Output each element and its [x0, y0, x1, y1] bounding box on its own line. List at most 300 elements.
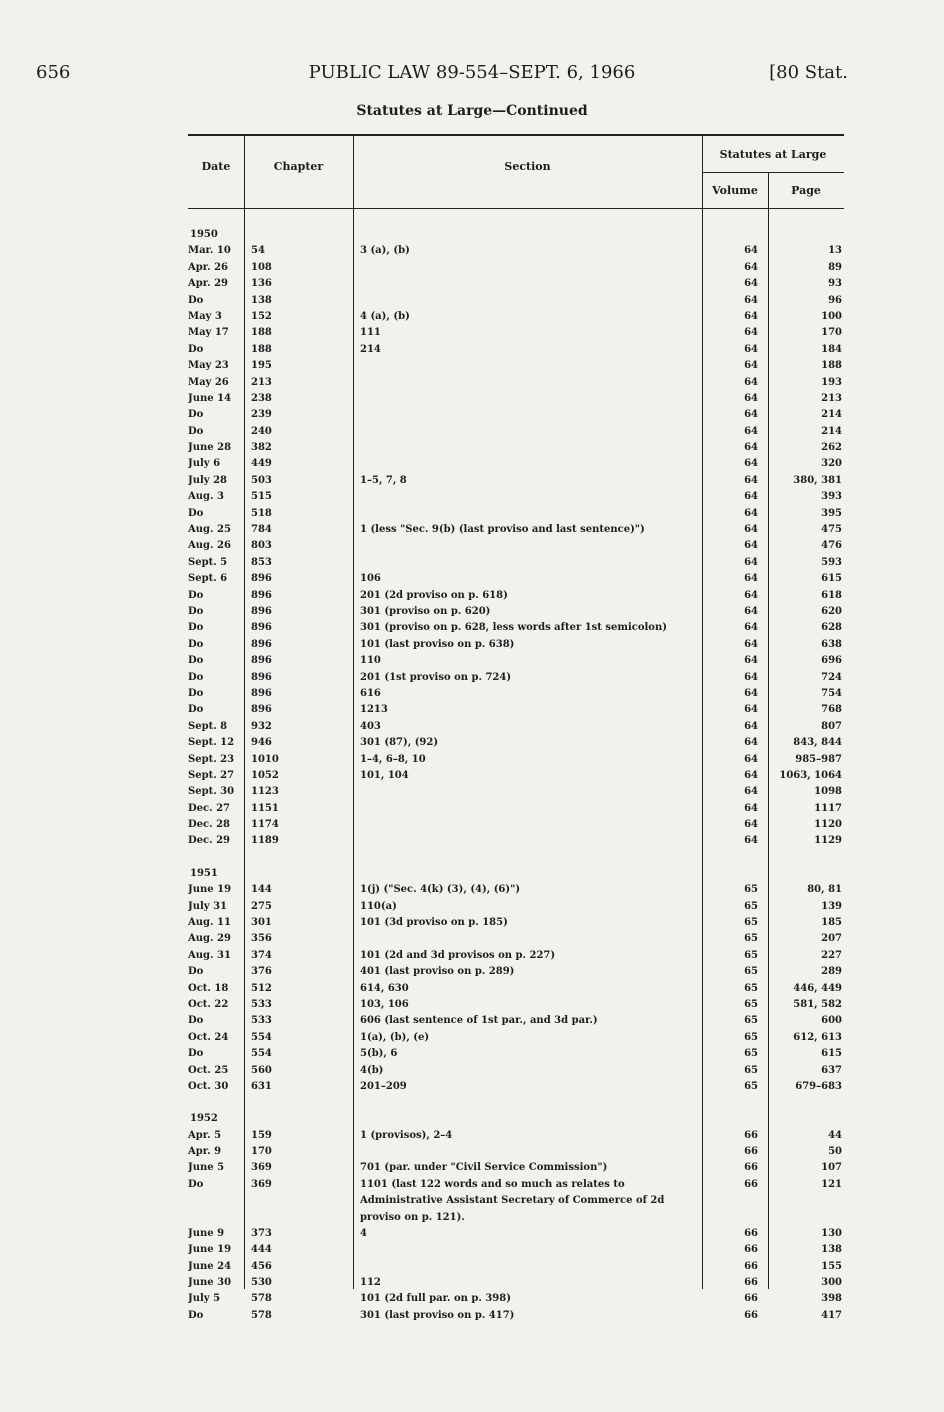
page-cell: 476 — [821, 540, 842, 552]
section-cell: 1 (less "Sec. 9(b) (last proviso and last sentence)") — [360, 524, 645, 536]
page-cell: 618 — [821, 589, 842, 601]
date-cell: July 6 — [188, 458, 221, 470]
table-row — [188, 522, 844, 538]
section-cell: 201 (1st proviso on p. 724) — [360, 671, 512, 683]
date-cell: June 19 — [188, 884, 232, 896]
date-cell: Do — [188, 1178, 204, 1190]
section-cell: 1101 (last 122 words and so much as relates to Administrative Assistant Secretary of Commerce of 2d proviso on p. 121). — [360, 1178, 665, 1223]
header-bottom-rule — [188, 208, 844, 209]
section-cell: 5(b), 6 — [360, 1048, 398, 1060]
chapter-cell: 896 — [251, 655, 272, 667]
date-cell: Oct. 30 — [188, 1080, 229, 1092]
table-row — [188, 1128, 844, 1144]
page-cell: 612, 613 — [793, 1031, 842, 1043]
page-number: 656 — [36, 62, 71, 83]
volume-cell: 64 — [744, 491, 758, 503]
table-row — [188, 653, 844, 669]
table-row — [188, 1275, 844, 1291]
chapter-cell: 188 — [251, 343, 272, 355]
chapter-cell: 449 — [251, 458, 272, 470]
date-cell: Oct. 24 — [188, 1031, 229, 1043]
table-row — [188, 1063, 844, 1079]
section-cell: 4(b) — [360, 1064, 384, 1076]
table-row — [188, 1160, 844, 1176]
column-header-date: Date — [201, 160, 231, 173]
chapter-cell: 512 — [251, 982, 272, 994]
table-row — [188, 588, 844, 604]
section-cell: 3 (a), (b) — [360, 245, 410, 257]
chapter-cell: 136 — [251, 278, 272, 290]
volume-cell: 65 — [744, 998, 758, 1010]
volume-cell: 64 — [744, 671, 758, 683]
date-cell: June 19 — [188, 1244, 232, 1256]
date-cell: Do — [188, 671, 204, 683]
page-cell: 155 — [821, 1260, 842, 1272]
date-cell: Dec. 27 — [188, 802, 231, 814]
table-row — [188, 506, 844, 522]
table-row — [188, 342, 844, 358]
chapter-cell: 374 — [251, 949, 272, 961]
volume-cell: 64 — [744, 245, 758, 257]
page-cell: 262 — [821, 442, 842, 454]
volume-cell: 64 — [744, 442, 758, 454]
date-cell: Aug. 11 — [188, 917, 231, 929]
table-row — [188, 1079, 844, 1095]
page-cell: 170 — [821, 327, 842, 339]
volume-cell: 66 — [744, 1244, 758, 1256]
table-row — [188, 1144, 844, 1160]
table-row — [188, 424, 844, 440]
section-cell: 606 (last sentence of 1st par., and 3d par.) — [360, 1015, 598, 1027]
volume-cell: 64 — [744, 753, 758, 765]
table-row — [188, 686, 844, 702]
page-cell: 138 — [821, 1244, 842, 1256]
year-heading: 1952 — [190, 1113, 218, 1125]
volume-cell: 64 — [744, 720, 758, 732]
volume-cell: 65 — [744, 1031, 758, 1043]
chapter-cell: 108 — [251, 261, 272, 273]
page-cell: 724 — [821, 671, 842, 683]
chapter-cell: 188 — [251, 327, 272, 339]
year-spacer — [188, 1095, 844, 1111]
page-cell: 44 — [828, 1129, 842, 1141]
table-row — [188, 1308, 844, 1324]
section-cell: 1(j) ("Sec. 4(k) (3), (4), (6)") — [360, 884, 521, 896]
table-row — [188, 833, 844, 849]
page-cell: 1129 — [814, 835, 842, 847]
date-cell: Sept. 12 — [188, 737, 235, 749]
table-row — [188, 981, 844, 997]
table-row — [188, 1226, 844, 1242]
section-cell: 301 (proviso on p. 628, less words after 1st semicolon) — [360, 622, 667, 634]
chapter-cell: 275 — [251, 900, 272, 912]
table-row — [188, 1046, 844, 1062]
volume-cell: 64 — [744, 425, 758, 437]
page-cell: 50 — [828, 1146, 842, 1158]
volume-cell: 66 — [744, 1129, 758, 1141]
volume-cell: 64 — [744, 638, 758, 650]
chapter-cell: 238 — [251, 392, 272, 404]
page-cell: 600 — [821, 1015, 842, 1027]
date-cell: May 17 — [188, 327, 229, 339]
date-cell: Aug. 26 — [188, 540, 231, 552]
page-cell: 843, 844 — [793, 737, 842, 749]
date-cell: Do — [188, 704, 204, 716]
page-cell: 80, 81 — [807, 884, 842, 896]
page-cell: 130 — [821, 1227, 842, 1239]
page-cell: 638 — [821, 638, 842, 650]
page-cell: 207 — [821, 933, 842, 945]
chapter-cell: 896 — [251, 589, 272, 601]
page-cell: 121 — [821, 1178, 842, 1190]
chapter-cell: 578 — [251, 1293, 272, 1305]
chapter-cell: 1052 — [251, 769, 279, 781]
volume-cell: 66 — [744, 1277, 758, 1289]
year-spacer — [188, 850, 844, 866]
table-row — [188, 752, 844, 768]
page-cell: 139 — [821, 900, 842, 912]
table-row — [188, 375, 844, 391]
date-cell: Dec. 28 — [188, 819, 231, 831]
date-cell: Mar. 10 — [188, 245, 231, 257]
chapter-cell: 159 — [251, 1129, 272, 1141]
chapter-cell: 784 — [251, 524, 272, 536]
page-cell: 184 — [821, 343, 842, 355]
page-cell: 446, 449 — [793, 982, 842, 994]
volume-cell: 64 — [744, 524, 758, 536]
date-cell: June 28 — [188, 442, 232, 454]
table-subtitle: Statutes at Large—Continued — [356, 103, 588, 119]
table-row — [188, 915, 844, 931]
date-cell: Oct. 18 — [188, 982, 229, 994]
page-cell: 581, 582 — [793, 998, 842, 1010]
date-cell: May 26 — [188, 376, 229, 388]
date-cell: Apr. 5 — [188, 1129, 222, 1141]
volume-cell: 64 — [744, 556, 758, 568]
date-cell: Do — [188, 638, 204, 650]
volume-cell: 64 — [744, 687, 758, 699]
chapter-cell: 896 — [251, 605, 272, 617]
table-row — [188, 391, 844, 407]
page-cell: 417 — [821, 1309, 842, 1321]
date-cell: Sept. 8 — [188, 720, 228, 732]
section-cell: 101 (last proviso on p. 638) — [360, 638, 515, 650]
page-cell: 213 — [821, 392, 842, 404]
page-cell: 214 — [821, 425, 842, 437]
table-row — [188, 1177, 844, 1226]
volume-cell: 65 — [744, 933, 758, 945]
date-cell: Sept. 30 — [188, 786, 235, 798]
page-cell: 395 — [821, 507, 842, 519]
table-row — [188, 817, 844, 833]
section-cell: 1(a), (b), (e) — [360, 1031, 430, 1043]
table-row — [188, 473, 844, 489]
table-row — [188, 997, 844, 1013]
date-cell: Aug. 25 — [188, 524, 231, 536]
date-cell: Do — [188, 605, 204, 617]
chapter-cell: 533 — [251, 1015, 272, 1027]
date-cell: Apr. 9 — [188, 1146, 222, 1158]
year-heading: 1950 — [190, 229, 218, 240]
stat-reference: [80 Stat. — [769, 62, 848, 83]
volume-cell: 64 — [744, 294, 758, 306]
volume-cell: 64 — [744, 573, 758, 585]
table-row — [188, 276, 844, 292]
table-row — [188, 293, 844, 309]
table-top-rule — [188, 134, 844, 136]
page-cell: 628 — [821, 622, 842, 634]
date-cell: May 23 — [188, 360, 229, 372]
chapter-cell: 1010 — [251, 753, 279, 765]
table-body — [188, 227, 844, 1324]
volume-cell: 65 — [744, 982, 758, 994]
volume-cell: 65 — [744, 949, 758, 961]
date-cell: Do — [188, 655, 204, 667]
column-header-volume: Volume — [712, 184, 758, 197]
date-cell: June 5 — [188, 1162, 225, 1174]
date-cell: Oct. 25 — [188, 1064, 229, 1076]
table-row — [188, 1291, 844, 1307]
volume-cell: 64 — [744, 819, 758, 831]
table-row — [188, 931, 844, 947]
table-row — [188, 440, 844, 456]
date-cell: Do — [188, 966, 204, 978]
section-cell: 301 (proviso on p. 620) — [360, 605, 491, 617]
chapter-cell: 896 — [251, 638, 272, 650]
page-cell: 100 — [821, 310, 842, 322]
chapter-cell: 518 — [251, 507, 272, 519]
chapter-cell: 1123 — [251, 786, 279, 798]
date-cell: Dec. 29 — [188, 835, 231, 847]
volume-cell: 64 — [744, 835, 758, 847]
volume-cell: 66 — [744, 1178, 758, 1190]
volume-cell: 66 — [744, 1293, 758, 1305]
volume-cell: 64 — [744, 458, 758, 470]
table-row — [188, 243, 844, 259]
chapter-cell: 54 — [251, 245, 265, 257]
section-cell: 101 (2d and 3d provisos on p. 227) — [360, 949, 556, 961]
table-row — [188, 964, 844, 980]
date-cell: Sept. 6 — [188, 573, 228, 585]
volume-cell: 64 — [744, 327, 758, 339]
page-cell: 1098 — [814, 786, 842, 798]
chapter-cell: 369 — [251, 1162, 272, 1174]
date-cell: Aug. 31 — [188, 949, 231, 961]
chapter-cell: 803 — [251, 540, 272, 552]
page-cell: 13 — [828, 245, 842, 257]
chapter-cell: 170 — [251, 1146, 272, 1158]
volume-cell: 65 — [744, 1048, 758, 1060]
page-title: PUBLIC LAW 89-554–SEPT. 6, 1966 — [308, 62, 636, 83]
volume-cell: 64 — [744, 409, 758, 421]
date-cell: Oct. 22 — [188, 998, 229, 1010]
table-row — [188, 309, 844, 325]
volume-cell: 65 — [744, 917, 758, 929]
date-cell: Do — [188, 409, 204, 421]
volume-cell: 65 — [744, 1015, 758, 1027]
section-cell: 401 (last proviso on p. 289) — [360, 966, 515, 978]
year-heading: 1951 — [190, 867, 218, 879]
date-cell: Do — [188, 507, 204, 519]
page-cell: 188 — [821, 360, 842, 372]
date-cell: July 31 — [188, 900, 228, 912]
page-cell: 185 — [821, 917, 842, 929]
chapter-cell: 515 — [251, 491, 272, 503]
table-row — [188, 784, 844, 800]
volume-cell: 65 — [744, 966, 758, 978]
chapter-cell: 356 — [251, 933, 272, 945]
chapter-cell: 240 — [251, 425, 272, 437]
date-cell: Do — [188, 425, 204, 437]
date-cell: June 9 — [188, 1227, 225, 1239]
date-cell: Apr. 29 — [188, 278, 228, 290]
date-cell: Do — [188, 1309, 204, 1321]
table-row — [188, 358, 844, 374]
volume-cell: 66 — [744, 1162, 758, 1174]
section-cell: 201 (2d proviso on p. 618) — [360, 589, 508, 601]
chapter-cell: 896 — [251, 622, 272, 634]
chapter-cell: 239 — [251, 409, 272, 421]
date-cell: July 28 — [188, 474, 228, 486]
section-cell: 1213 — [360, 704, 388, 716]
chapter-cell: 138 — [251, 294, 272, 306]
chapter-cell: 373 — [251, 1227, 272, 1239]
column-header-statutes-at-large: Statutes at Large — [719, 148, 827, 161]
page-cell: 754 — [821, 687, 842, 699]
section-cell: 110(a) — [360, 900, 397, 912]
chapter-cell: 382 — [251, 442, 272, 454]
table-row — [188, 325, 844, 341]
chapter-cell: 896 — [251, 704, 272, 716]
date-cell: Do — [188, 1015, 204, 1027]
date-cell: Aug. 3 — [188, 491, 224, 503]
table-row — [188, 571, 844, 587]
section-cell: 4 — [360, 1227, 367, 1239]
table-row — [188, 768, 844, 784]
chapter-cell: 301 — [251, 917, 272, 929]
volume-cell: 66 — [744, 1227, 758, 1239]
chapter-cell: 560 — [251, 1064, 272, 1076]
table-row — [188, 1013, 844, 1029]
date-cell: June 24 — [188, 1260, 232, 1272]
volume-cell: 64 — [744, 589, 758, 601]
section-cell: 201–209 — [360, 1080, 407, 1092]
date-cell: Do — [188, 589, 204, 601]
section-cell: 701 (par. under "Civil Service Commission") — [360, 1162, 608, 1174]
page-cell: 615 — [821, 1048, 842, 1060]
table-row — [188, 899, 844, 915]
volume-cell: 64 — [744, 376, 758, 388]
page-cell: 107 — [821, 1162, 842, 1174]
table-row — [188, 538, 844, 554]
section-cell: 101, 104 — [360, 769, 409, 781]
chapter-cell: 369 — [251, 1178, 272, 1190]
section-cell: 616 — [360, 687, 381, 699]
section-cell: 614, 630 — [360, 982, 409, 994]
volume-cell: 64 — [744, 737, 758, 749]
section-cell: 301 (last proviso on p. 417) — [360, 1309, 515, 1321]
volume-cell: 64 — [744, 343, 758, 355]
chapter-cell: 896 — [251, 573, 272, 585]
date-cell: Do — [188, 622, 204, 634]
page-cell: 320 — [821, 458, 842, 470]
page-cell: 380, 381 — [793, 474, 842, 486]
table-row — [188, 719, 844, 735]
section-cell: 110 — [360, 655, 381, 667]
volume-cell: 64 — [744, 655, 758, 667]
chapter-cell: 144 — [251, 884, 272, 896]
section-cell: 103, 106 — [360, 998, 409, 1010]
table-row — [188, 260, 844, 276]
table-row — [188, 1030, 844, 1046]
table-row — [188, 882, 844, 898]
page-cell: 807 — [821, 720, 842, 732]
column-header-section: Section — [504, 160, 551, 173]
page-cell: 696 — [821, 655, 842, 667]
chapter-cell: 456 — [251, 1260, 272, 1272]
volume-cell: 64 — [744, 802, 758, 814]
section-cell: 301 (87), (92) — [360, 737, 439, 749]
page-cell: 96 — [828, 294, 842, 306]
page-cell: 89 — [828, 261, 842, 273]
table-row — [188, 489, 844, 505]
page-cell: 214 — [821, 409, 842, 421]
table-row — [188, 407, 844, 423]
page-cell: 615 — [821, 573, 842, 585]
table-row — [188, 1259, 844, 1275]
table-row — [188, 801, 844, 817]
chapter-cell: 376 — [251, 966, 272, 978]
volume-cell: 64 — [744, 605, 758, 617]
page-cell: 475 — [821, 524, 842, 536]
page-cell: 620 — [821, 605, 842, 617]
date-cell: Sept. 27 — [188, 769, 235, 781]
volume-cell: 65 — [744, 884, 758, 896]
volume-cell: 64 — [744, 310, 758, 322]
table-row — [188, 456, 844, 472]
volume-cell: 64 — [744, 474, 758, 486]
page-cell: 637 — [821, 1064, 842, 1076]
table-row — [188, 702, 844, 718]
date-cell: Apr. 26 — [188, 261, 228, 273]
date-cell: Do — [188, 687, 204, 699]
page-cell: 393 — [821, 491, 842, 503]
chapter-cell: 554 — [251, 1048, 272, 1060]
volume-cell: 64 — [744, 261, 758, 273]
table-row — [188, 637, 844, 653]
chapter-cell: 503 — [251, 474, 272, 486]
volume-cell: 64 — [744, 392, 758, 404]
chapter-cell: 946 — [251, 737, 272, 749]
chapter-cell: 533 — [251, 998, 272, 1010]
page-cell: 593 — [821, 556, 842, 568]
date-cell: Aug. 29 — [188, 933, 231, 945]
date-cell: Sept. 23 — [188, 753, 235, 765]
column-header-chapter: Chapter — [273, 160, 324, 173]
volume-cell: 64 — [744, 769, 758, 781]
chapter-cell: 896 — [251, 671, 272, 683]
date-cell: Do — [188, 343, 204, 355]
section-cell: 106 — [360, 573, 381, 585]
section-cell: 111 — [360, 327, 381, 339]
chapter-cell: 444 — [251, 1244, 272, 1256]
date-cell: June 30 — [188, 1277, 232, 1289]
volume-cell: 64 — [744, 507, 758, 519]
section-cell: 112 — [360, 1277, 381, 1289]
page-cell: 227 — [821, 949, 842, 961]
page-cell: 1117 — [814, 802, 842, 814]
section-cell: 101 (2d full par. on p. 398) — [360, 1293, 511, 1305]
